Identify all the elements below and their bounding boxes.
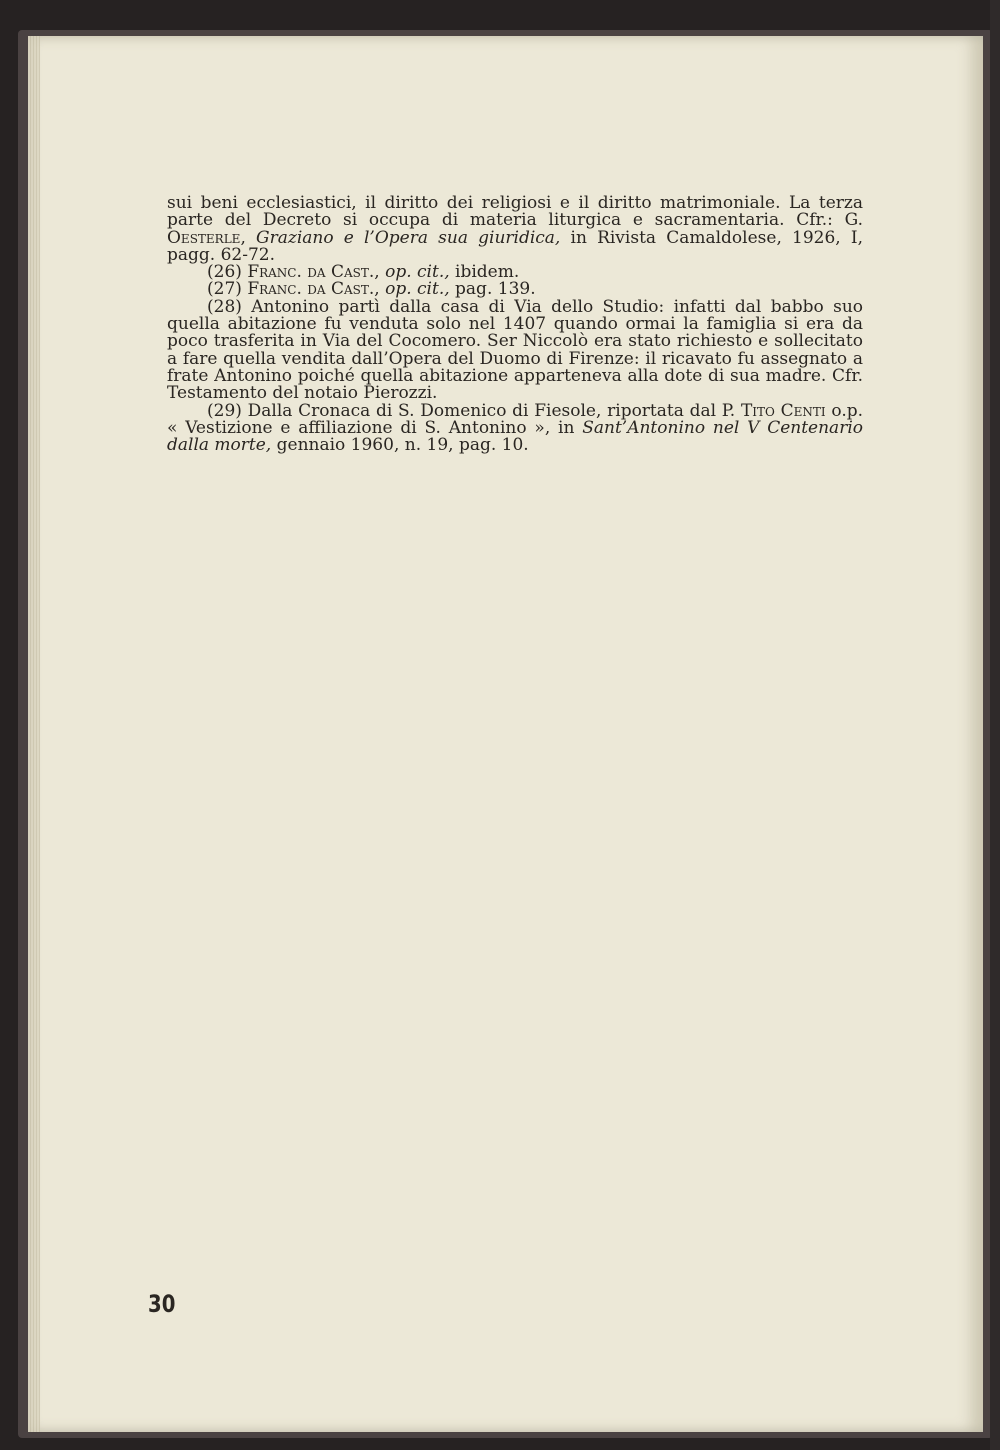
- footnote-title: Sant’Antonino nel V Centenario dalla morte,: [167, 417, 863, 456]
- footnote-separator: ,: [240, 227, 257, 248]
- footnote-text: (29) Dalla Cronaca di S. Domenico di Fiesole, riportata dal P.: [207, 400, 741, 421]
- footnote-text: o.p. « Vestizione e affiliazione di S. Antonino », in: [167, 400, 864, 438]
- footnote-text: sui beni ecclesiastici, il diritto dei religiosi e il diritto matrimoniale. La terza parte del Decreto si occupa di materia liturgica e sacramentaria. Cfr.: G.: [167, 193, 863, 231]
- footnote-title: Graziano e l’Opera sua giuridica,: [256, 227, 561, 248]
- footnote-opcit: op. cit.,: [385, 262, 450, 283]
- footnote-29: [167, 400, 864, 456]
- footnote-28: (28) Antonino partì dalla casa di Via dello Studio: infatti dal babbo suo quella abitazione fu venduta solo nel 1407 quando ormai la famiglia si era da poco trasferita in Via del Cocomero. Ser Niccolò era stato richiesto e sollecitato a fare quella vendita dall’Opera del Duomo di Firenze: il ricavato fu assegnato a frate Antonino poiché quella abitazione apparteneva alla dote di sua madre. Cfr. Testamento del notaio Pierozzi.: [167, 296, 863, 404]
- footnote-author: Oesterle: [167, 227, 241, 248]
- footnote-author: Franc. da Cast.: [247, 279, 375, 300]
- footnote-continuation: [167, 195, 863, 264]
- footnote-author: Tito Centi: [740, 400, 826, 421]
- footnotes-block: [167, 195, 863, 454]
- footnote-separator: ,: [374, 279, 386, 300]
- footnote-number: (27): [207, 279, 248, 300]
- footnote-text: in Rivista Camaldolese, 1926, I, pagg. 62-72.: [167, 227, 863, 265]
- footnote-separator: ,: [374, 262, 386, 283]
- footnote-number: (26): [207, 262, 248, 283]
- footnote-text: ibidem.: [449, 262, 520, 283]
- page-number: 30: [148, 1290, 176, 1318]
- page-stack-edge: [28, 36, 40, 1432]
- binding-strip: [990, 0, 1000, 1450]
- footnote-text: gennaio 1960, n. 19, pag. 10.: [271, 435, 529, 456]
- footnote-author: Franc. da Cast.: [247, 262, 375, 283]
- footnote-text: pag. 139.: [449, 279, 536, 300]
- footnote-opcit: op. cit.,: [385, 279, 450, 300]
